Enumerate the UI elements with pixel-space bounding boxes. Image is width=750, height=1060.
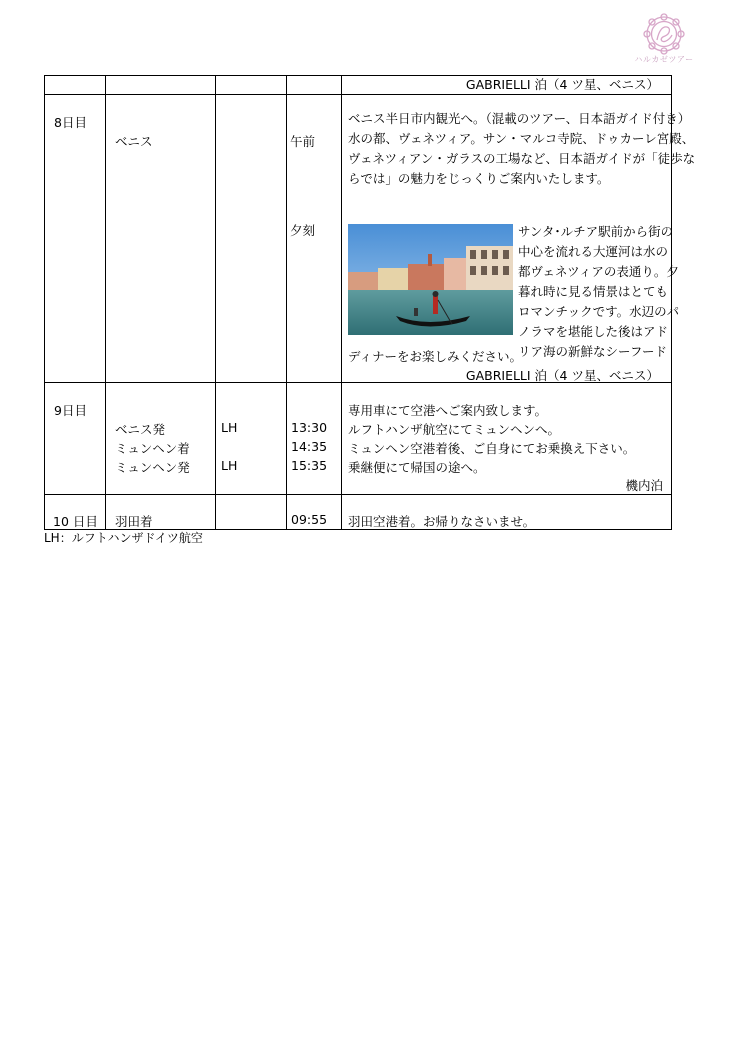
detail-line: ロマンチックです。水辺のパ — [518, 304, 680, 319]
time-cell — [287, 495, 342, 530]
hotel-line: GABRIELLI 泊（4 ツ星、ベニス） — [465, 368, 659, 383]
detail-line: らでは」の魅力をじっくりご案内いたします。 — [348, 171, 610, 186]
detail-line: 乗継便にて帰国の途へ。 — [348, 460, 486, 475]
logo-text: ハルカゼツアー — [634, 55, 694, 64]
time-label: 14:35 — [291, 439, 328, 454]
detail-cell — [342, 95, 696, 383]
detail-cell — [342, 495, 672, 530]
detail-line: ベニス半日市内観光へ。（混載のツアー、日本語ガイド付き） — [348, 111, 691, 126]
carrier-cell — [216, 495, 287, 530]
detail-cell — [342, 383, 672, 495]
city-label: ベニス発 — [115, 422, 166, 437]
venice-photo — [348, 224, 513, 335]
time-label: 夕刻 — [290, 223, 316, 238]
day-cell — [45, 95, 106, 383]
city-label: ミュンヘン着 — [115, 441, 190, 456]
city-label: ベニス — [115, 134, 153, 149]
detail-line: 羽田空港着。お帰りなさいませ。 — [348, 514, 536, 529]
table-row — [45, 495, 672, 530]
detail-line: サンタ･ルチア駅前から街の — [518, 224, 674, 239]
hotel-line: GABRIELLI 泊（4 ツ星、ベニス） — [465, 77, 659, 92]
overnight-label: 機内泊 — [625, 478, 663, 493]
city-label: ミュンヘン発 — [115, 460, 190, 475]
detail-line: リア海の新鮮なシーフード — [518, 344, 668, 359]
day-label: 10 日目 — [53, 514, 98, 529]
company-logo — [634, 12, 694, 68]
day-cell — [45, 383, 106, 495]
time-cell — [287, 383, 342, 495]
city-cell — [106, 383, 216, 495]
monogram-seal-icon — [641, 12, 687, 56]
table-row — [45, 383, 672, 495]
hotel-cell — [342, 76, 672, 95]
day-label: 8日目 — [54, 115, 87, 130]
time-label: 午前 — [290, 134, 316, 149]
detail-line: 暮れ時に見る情景はとても — [518, 284, 669, 299]
detail-line: 専用車にて空港へご案内致します。 — [348, 403, 548, 418]
city-cell — [106, 95, 216, 383]
detail-line: 水の都、ヴェネツィア。サン・マルコ寺院、ドゥカーレ宮殿、 — [348, 131, 695, 146]
itinerary-table — [44, 75, 696, 530]
detail-line: ディナーをお楽しみください。 — [348, 349, 523, 364]
city-label: 羽田着 — [115, 514, 153, 529]
time-label: 13:30 — [291, 420, 328, 435]
detail-line: 都ヴェネツィアの表通り。夕 — [518, 264, 679, 279]
detail-line: ノラマを堪能した後はアド — [518, 324, 669, 339]
time-label: 09:55 — [291, 512, 328, 527]
time-cell — [287, 95, 342, 383]
carrier-cell — [216, 95, 287, 383]
table-row — [45, 76, 672, 95]
detail-line: 中心を流れる大運河は水の — [518, 244, 669, 259]
time-label: 15:35 — [291, 458, 328, 473]
day-cell — [45, 495, 106, 530]
table-row — [45, 95, 672, 383]
detail-line: ルフトハンザ航空にてミュンヘンへ。 — [348, 422, 561, 437]
footnote: LH：ルフトハンザドイツ航空 — [44, 531, 203, 545]
detail-line: ミュンヘン空港着後、ご自身にてお乗換え下さい。 — [348, 441, 636, 456]
carrier-label: LH — [221, 458, 238, 473]
carrier-label: LH — [221, 420, 238, 435]
carrier-cell — [216, 383, 287, 495]
detail-line: ヴェネツィアン・ガラスの工場など、日本語ガイドが「徒歩な — [348, 151, 696, 166]
day-label: 9日目 — [54, 403, 87, 418]
city-cell — [106, 495, 216, 530]
